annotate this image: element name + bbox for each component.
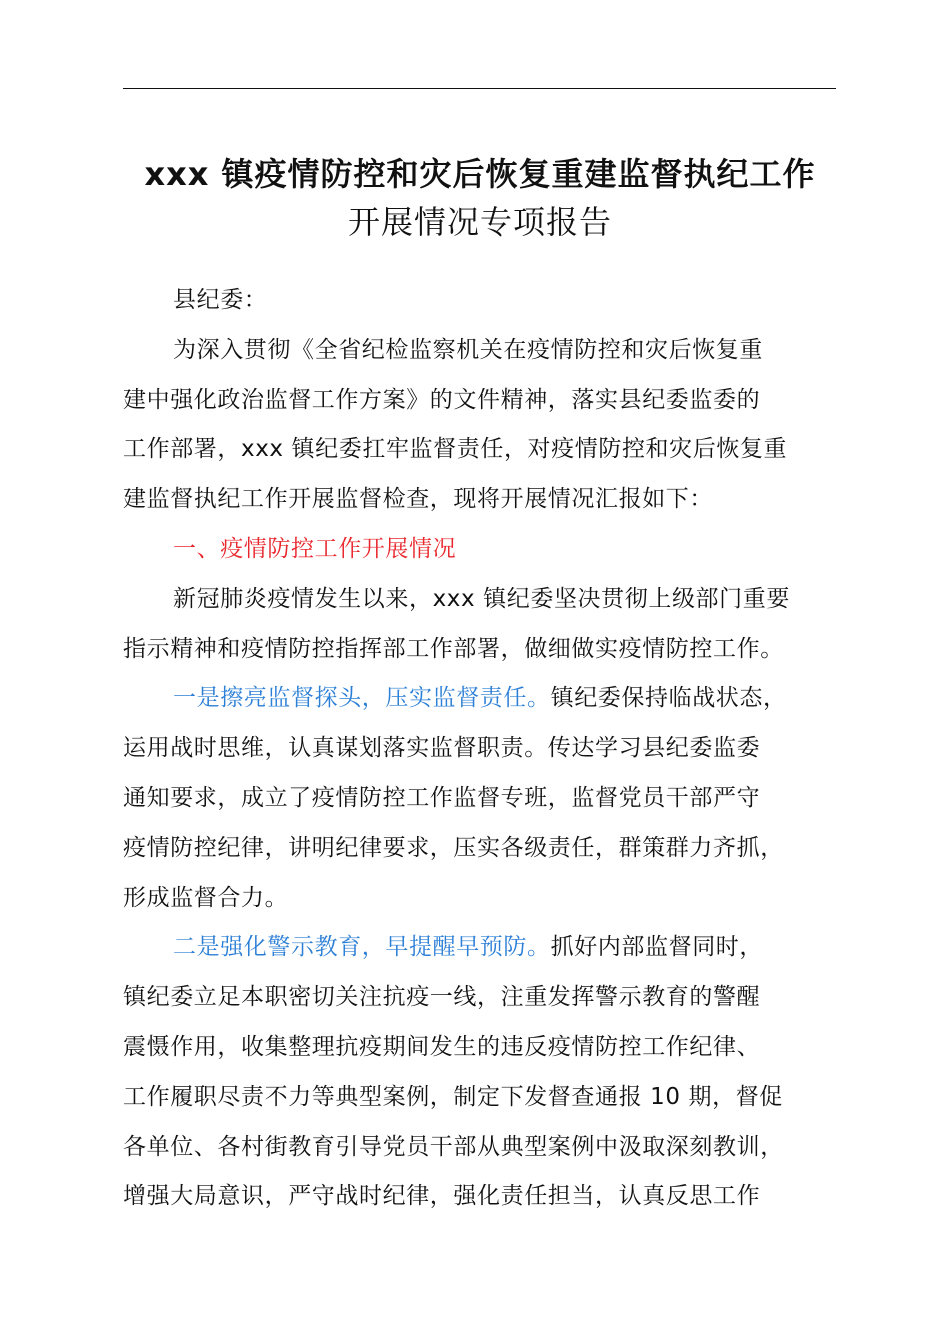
salutation: 县纪委： bbox=[173, 287, 268, 313]
title-line-1: xxx 镇疫情防控和灾后恢复重建监督执纪工作 bbox=[144, 155, 816, 193]
point-1-line: 疫情防控纪律，讲明纪律要求，压实各级责任，群策群力齐抓， bbox=[123, 834, 784, 861]
point-1-first-line bbox=[123, 674, 863, 724]
document-title bbox=[100, 150, 860, 246]
header-rule bbox=[123, 88, 836, 89]
intro-line: 工作部署，xxx 镇纪委扛牢监督责任，对疫情防控和灾后恢复重 bbox=[123, 436, 788, 463]
point-1-line: 运用战时思维，认真谋划落实监督职责。传达学习县纪委监委 bbox=[123, 735, 761, 762]
point-2-line: 工作履职尽责不力等典型案例，制定下发督查通报 10 期，督促 bbox=[123, 1083, 783, 1110]
point-2-heading: 二是强化警示教育，早提醒早预防。 bbox=[173, 934, 551, 961]
point-1-first-line-text: 镇纪委保持临战状态， bbox=[550, 685, 787, 712]
point-2-line: 镇纪委立足本职密切关注抗疫一线，注重发挥警示教育的警醒 bbox=[123, 984, 761, 1011]
point-2-line: 各单位、各村街教育引导党员干部从典型案例中汲取深刻教训， bbox=[123, 1133, 784, 1160]
intro-line: 为深入贯彻《全省纪检监察机关在疫情防控和灾后恢复重 bbox=[173, 336, 763, 363]
point-1-line: 形成监督合力。 bbox=[123, 884, 289, 911]
title-line-2: 开展情况专项报告 bbox=[347, 203, 612, 241]
section-1-heading: 一、疫情防控工作开展情况 bbox=[173, 535, 457, 562]
intro-line: 建监督执纪工作开展监督检查，现将开展情况汇报如下： bbox=[123, 486, 713, 513]
point-1-line: 通知要求，成立了疫情防控工作监督专班，监督党员干部严守 bbox=[123, 784, 761, 811]
section-1-line: 新冠肺炎疫情发生以来，xxx 镇纪委坚决贯彻上级部门重要 bbox=[173, 585, 790, 612]
section-1-line: 指示精神和疫情防控指挥部工作部署，做细做实疫情防控工作。 bbox=[123, 635, 784, 662]
point-2-line: 增强大局意识，严守战时纪律，强化责任担当，认真反思工作 bbox=[123, 1183, 761, 1210]
point-2-line: 震慑作用，收集整理抗疫期间发生的违反疫情防控工作纪律、 bbox=[123, 1033, 761, 1060]
intro-line: 建中强化政治监督工作方案》的文件精神，落实县纪委监委的 bbox=[123, 386, 761, 413]
point-1-heading: 一是擦亮监督探头，压实监督责任。 bbox=[173, 685, 551, 712]
point-2-first-line-text: 抓好内部监督同时， bbox=[550, 934, 764, 961]
point-2-first-line bbox=[123, 923, 863, 973]
document-body bbox=[123, 276, 863, 1222]
